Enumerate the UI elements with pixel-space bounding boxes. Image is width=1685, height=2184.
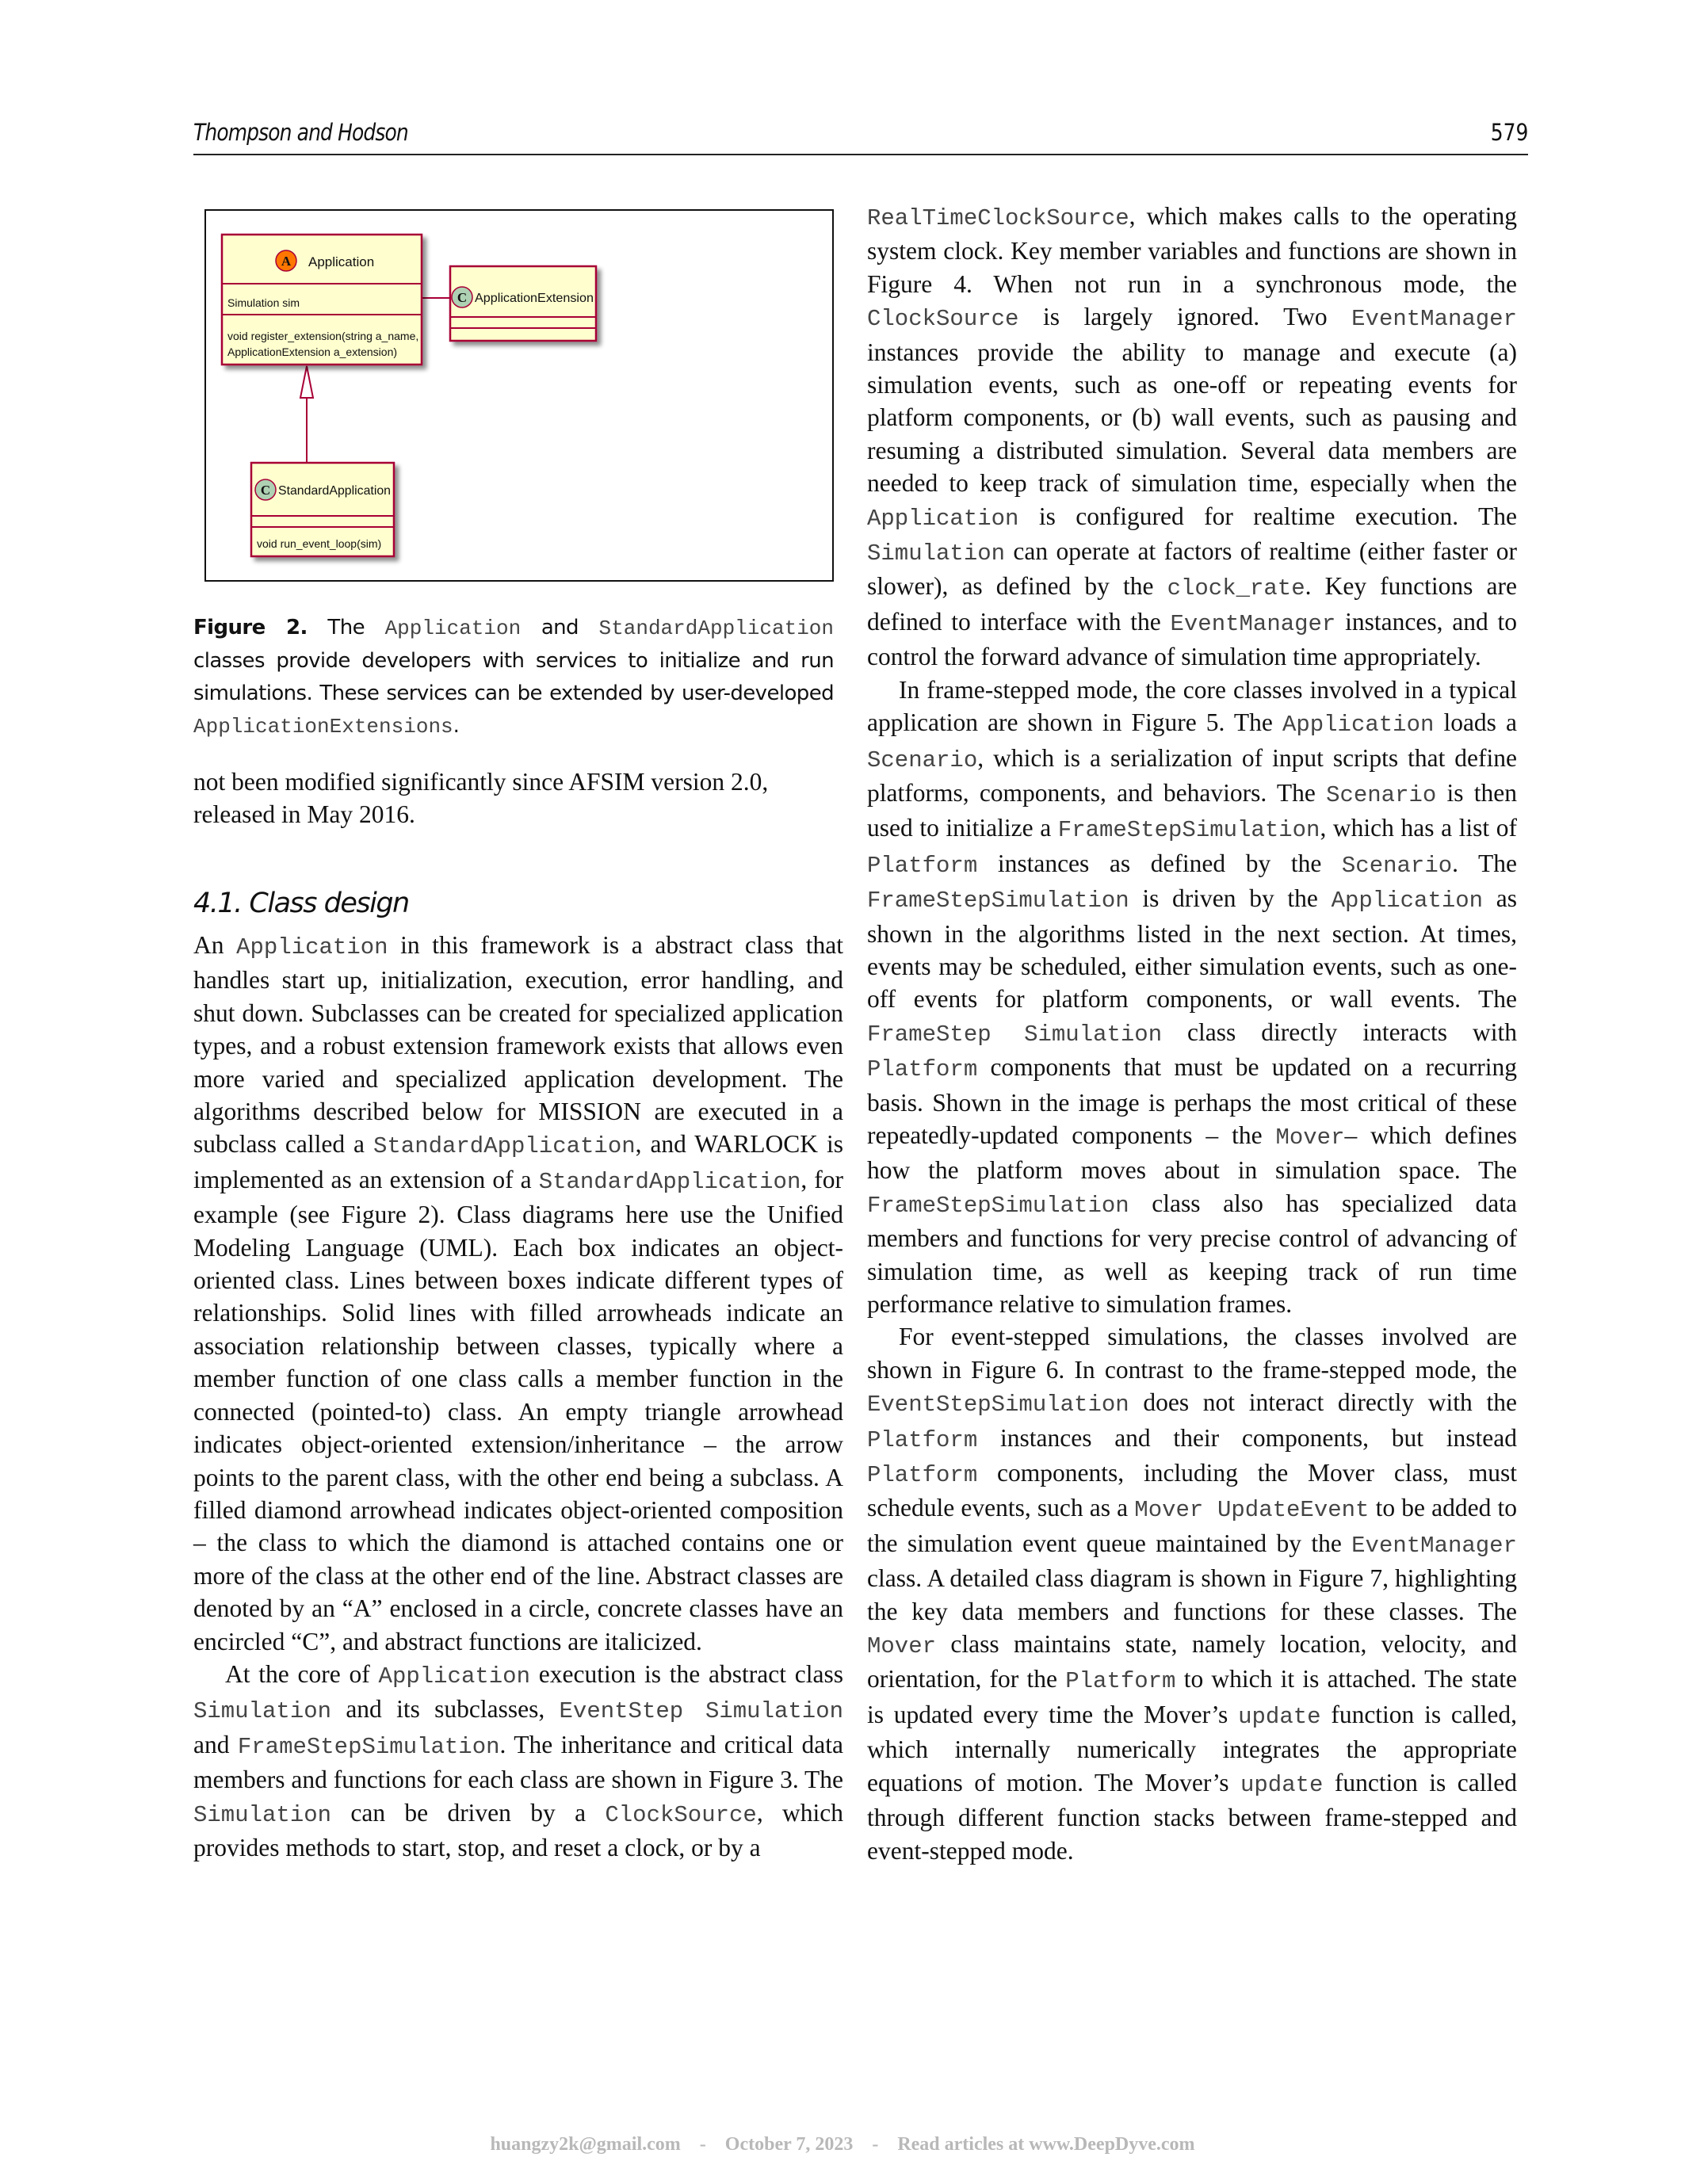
uml-class-diagram (206, 211, 832, 580)
code-term: Platform (867, 852, 978, 879)
watermark-promo-link[interactable]: Read articles at www.DeepDyve.com (897, 2134, 1195, 2155)
paragraph: In frame-stepped mode, the core classes involved in a typical application are shown in Figure 5. The Application loads a Scenario, which is a serialization of input scripts that define platforms, components, and behaviors. The Scenario is then used to initialize a FrameStepSimulation, which has a list of Platform instances as defined by the Scenario. The FrameStepSimulation is driven by the Application as shown in the algorithms listed in the next section. At times, events may be scheduled, either simulation events, such as one-off events for platform components, or wall events. The FrameStep Simulation class directly interacts with Platform components that must be updated on a recurring basis. Shown in the image is perhaps the most critical of these repeatedly-updated components – the Mover– which defines how the platform moves about in simulation space. The FrameStepSimulation class also has specialized data members and functions for very precise control of advancing of simulation time, as well as keeping track of run time performance relative to simulation frames. (867, 675, 1518, 1318)
inheritance-arrowhead-icon (300, 366, 313, 398)
code-term: Application (378, 1663, 530, 1690)
code-term: Mover (867, 1633, 937, 1660)
figure-2-uml-diagram (204, 209, 834, 582)
code-term: Platform (1065, 1668, 1176, 1695)
code-term: StandardApplication (538, 1168, 801, 1195)
code-term: Scenario (867, 746, 978, 773)
code-term: FrameStepSimulation (237, 1733, 500, 1760)
watermark-date: October 7, 2023 (724, 2134, 854, 2155)
caption-text: classes provide developers with services to initialize and run simulations. These services can be extended by user-developed (193, 649, 834, 705)
caption-text: The (307, 616, 385, 640)
code-term: ClockSource (867, 306, 1019, 333)
paragraph: not been modified significantly since AFSIM version 2.0, released in May 2016. (193, 768, 769, 829)
paragraph: RealTimeClockSource, which makes calls to the operating system clock. Key member variables and functions are shown in Figure 4. When not run in a synchronous mode, the ClockSource is largely ignored. Two EventManager instances provide the ability to manage and execute (a) simulation events, such as one-off or repeating events for platform components, or (b) wall events, such as pausing and resuming a distributed simulation. Several data members are needed to keep track of simulation time, especially when the Application is configured for realtime execution. The Simulation can operate at factors of realtime (either faster or slower), as defined by the clock_rate. Key functions are defined to interface with the EventManager instances, and to control the forward advance of simulation time appropriately. (867, 202, 1517, 671)
code-term: Platform (867, 1462, 978, 1489)
running-head (193, 116, 1528, 155)
caption-text: . (453, 714, 460, 738)
paragraph: An Application in this framework is a abstract class that handles start up, initialization, execution, error handling, and shut down. Subclasses can be created for specialized application types, and a robust extension framework exists that allows even more varied and specialized application development. The algorithms described below for MISSION are executed in a subclass called a StandardApplication, and WARLOCK is implemented as an extension of a StandardApplication, for example (see Figure 2). Class diagrams here use the Unified Modeling Language (UML). Each box indicates an object-oriented class. Lines between boxes indicate different types of relationships. Solid lines with filled arrowheads indicate an association relationship between classes, typically where a member function of one class calls a member function in the connected (pointed-to) class. An empty triangle arrowhead indicates object-oriented extension/inheritance – the arrow points to the parent class, with the other end being a subclass. A filled diamond arrowhead indicates object-oriented composition – the class to which the diamond is attached contains one or more of the class at the other end of the line. Abstract classes are denoted by an “A” enclosed in a circle, concrete classes have an encircled “C”, and abstract functions are italicized. (193, 931, 843, 1655)
code-term: Application (1331, 888, 1484, 914)
code-term: FrameStep Simulation (867, 1021, 1163, 1048)
section-heading: 4.1. Class design (193, 888, 409, 919)
page-number: 579 (1490, 119, 1528, 146)
download-watermark (0, 2134, 1685, 2155)
paragraph: For event-stepped simulations, the classes involved are shown in Figure 6. In contrast to the frame-stepped mode, the EventStepSimulation does not interact directly with the Platform instances and their components, but instead Platform components, including the Mover class, must schedule events, such as a Mover UpdateEvent to be added to the simulation event queue maintained by the EventManager class. A detailed class diagram is shown in Figure 7, highlighting the key data members and functions for these classes. The Mover class maintains state, namely location, velocity, and orientation, for the Platform to which it is attached. The state is updated every time the Mover’s update function is called, which internally numerically integrates the appropriate equations of motion. The Mover’s update function is called through different function stacks between frame-stepped and event-stepped mode. (867, 1323, 1518, 1865)
code-term: EventStep Simulation (559, 1698, 843, 1725)
left-column-continuation (193, 766, 843, 831)
paragraph: At the core of Application execution is the abstract class Simulation and its subclasses, EventStep Simulation and FrameStepSimulation. The inheritance and critical data members and functions for each class are shown in Figure 3. The Simulation can be driven by a ClockSource, which provides methods to start, stop, and reset a clock, or by a (193, 1659, 843, 1861)
code-term: Platform (867, 1426, 978, 1453)
class-name-application-extension: ApplicationExtension (475, 292, 594, 305)
code-term: Simulation (867, 540, 1006, 567)
code-term: Scenario (1341, 852, 1453, 879)
method-register-extension-1: void register_extension(string a_name, (227, 330, 419, 342)
code-term: Application (1282, 712, 1435, 739)
code-term: ApplicationExtensions (193, 715, 453, 739)
code-term: EventManager (1351, 306, 1517, 333)
code-term: update (1240, 1771, 1324, 1798)
code-term: Simulation (193, 1801, 332, 1828)
code-term: FrameStepSimulation (1057, 817, 1320, 844)
code-term: Scenario (1326, 781, 1437, 808)
figure-label: Figure 2. (193, 616, 308, 640)
svg-text:C: C (260, 483, 271, 498)
code-term: StandardApplication (598, 617, 834, 640)
class-name-application: Application (308, 254, 375, 269)
figure-caption (193, 612, 834, 743)
method-run-event-loop: void run_event_loop(sim) (257, 537, 382, 550)
separator: - (872, 2134, 879, 2155)
code-term: EventManager (1170, 610, 1336, 637)
code-term: EventManager (1351, 1532, 1517, 1559)
left-column-body (193, 929, 843, 1864)
code-term: Application (867, 505, 1019, 532)
right-column-body (867, 200, 1517, 1867)
caption-text: and (521, 616, 599, 640)
code-term: StandardApplication (373, 1133, 636, 1160)
code-term: update (1238, 1703, 1321, 1730)
field-simulation-sim: Simulation sim (227, 296, 300, 309)
code-term: Application (236, 934, 388, 960)
svg-text:A: A (281, 254, 292, 269)
code-term: EventStepSimulation (867, 1392, 1129, 1418)
watermark-email: huangzy2k@gmail.com (490, 2134, 681, 2155)
code-term: ClockSource (605, 1801, 757, 1828)
class-name-standard-application: StandardApplication (278, 484, 391, 498)
code-term: Mover UpdateEvent (1134, 1497, 1370, 1524)
code-term: FrameStepSimulation (867, 1192, 1129, 1219)
code-term: Mover (1275, 1124, 1345, 1151)
code-term: Application (384, 617, 522, 640)
svg-text:C: C (457, 290, 468, 305)
code-term: Platform (867, 1056, 978, 1083)
running-head-authors: Thompson and Hodson (193, 119, 408, 146)
code-term: Simulation (193, 1698, 332, 1725)
method-register-extension-2: ApplicationExtension a_extension) (227, 346, 398, 358)
code-term: clock_rate (1167, 575, 1305, 602)
code-term: RealTimeClockSource (867, 205, 1129, 231)
code-term: FrameStepSimulation (867, 888, 1129, 914)
separator: - (699, 2134, 706, 2155)
